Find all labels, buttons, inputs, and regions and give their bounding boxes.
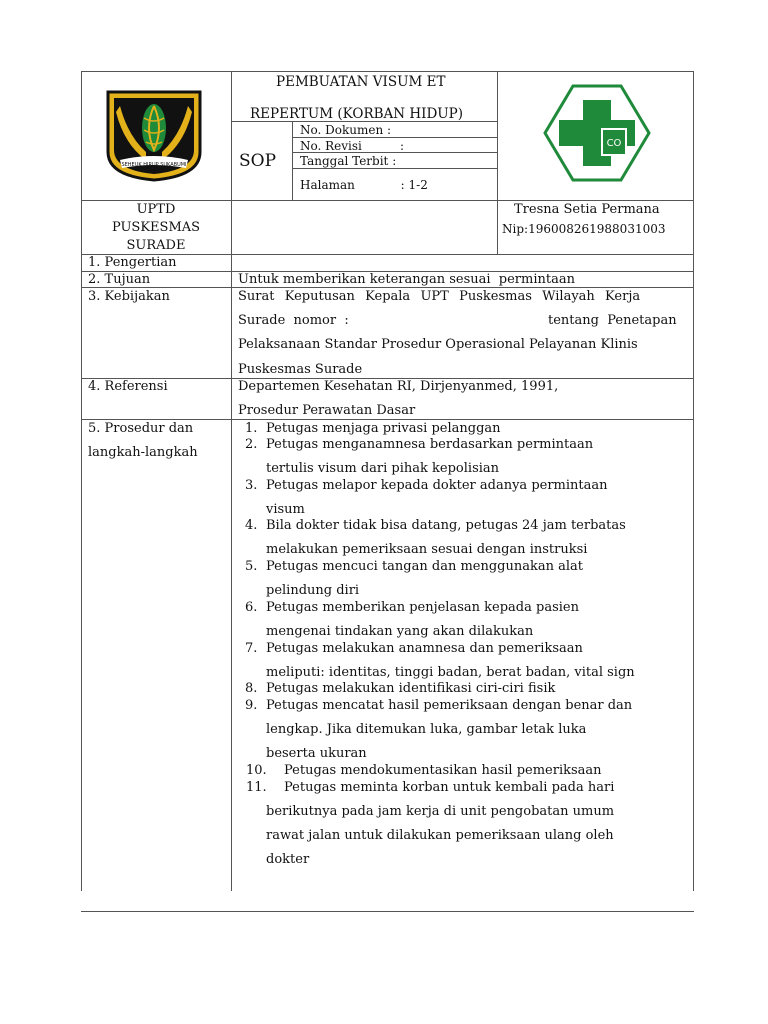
- procedure-step-text: Petugas meminta korban untuk kembali pada hari: [284, 780, 615, 795]
- procedure-step-text: Petugas mencatat hasil pemeriksaan dengan benar dan: [266, 698, 633, 713]
- procedure-step-text: Petugas melapor kepada dokter adanya permintaan: [266, 478, 608, 493]
- procedure-step-number: 1.: [245, 421, 258, 436]
- org-line-uptd: UPTD: [136, 202, 176, 217]
- procedure-step-text: meliputi: identitas, tinggi badan, berat badan, vital sign: [266, 665, 635, 680]
- procedure-step-text: pelindung diri: [266, 583, 360, 598]
- procedure-step-number: 7.: [245, 641, 258, 656]
- border-left: [81, 71, 82, 891]
- meta-page: Halaman : 1-2: [300, 178, 428, 192]
- row-line: [81, 419, 694, 420]
- org-line-puskesmas: PUSKESMAS: [111, 220, 201, 235]
- col-divider-right: [497, 71, 498, 254]
- procedure-step-number: 2.: [245, 437, 258, 452]
- procedure-step-number: 9.: [245, 698, 258, 713]
- procedure-step-text: Petugas menganamnesa berdasarkan permintaan: [266, 437, 594, 452]
- border-right: [693, 71, 694, 891]
- referensi-line: Departemen Kesehatan RI, Dirjenyanmed, 1991,: [238, 379, 559, 394]
- referensi-line: Prosedur Perawatan Dasar: [238, 403, 416, 418]
- procedure-step-number: 5.: [245, 559, 258, 574]
- doc-title-line1: PEMBUATAN VISUM ET: [276, 74, 446, 90]
- procedure-step-text: berikutnya pada jam kerja di unit pengobatan umum: [266, 804, 615, 819]
- procedure-step-text: tertulis visum dari pihak kepolisian: [266, 461, 500, 476]
- procedure-step-number: 6.: [245, 600, 258, 615]
- meta-revision: No. Revisi :: [300, 139, 405, 153]
- procedure-step-text: rawat jalan untuk dilakukan pemeriksaan ulang oleh: [266, 828, 614, 843]
- procedure-step-text: mengenai tindakan yang akan dilakukan: [266, 624, 534, 639]
- procedure-step-text: beserta ukuran: [266, 746, 367, 761]
- sop-label: SOP: [239, 151, 277, 171]
- procedure-step-text: Petugas mendokumentasikan hasil pemeriksaan: [284, 763, 602, 778]
- procedure-step-text: Bila dokter tidak bisa datang, petugas 24 jam terbatas: [266, 518, 626, 533]
- procedure-step-text: Petugas menjaga privasi pelanggan: [266, 421, 501, 436]
- procedure-step-text: visum: [266, 502, 305, 517]
- meta-doc-number: No. Dokumen :: [300, 123, 392, 137]
- section-label-kebijakan: 3. Kebijakan: [88, 289, 170, 304]
- page-bottom-line: [81, 911, 694, 912]
- procedure-step-text: Petugas melakukan anamnesa dan pemeriksaan: [266, 641, 583, 656]
- border-top: [81, 71, 694, 72]
- signer-nip: Nip:196008261988031003: [502, 222, 666, 236]
- sukabumi-crest-logo: [106, 90, 202, 182]
- procedure-step-number: 4.: [245, 518, 258, 533]
- section-label-tujuan: 2. Tujuan: [88, 272, 151, 287]
- kebijakan-line: Surat Keputusan Kepala UPT Puskesmas Wilayah Kerja: [238, 289, 641, 304]
- procedure-step-number: 8.: [245, 681, 258, 696]
- meta-divider: [292, 121, 293, 200]
- signer-name: Tresna Setia Permana: [514, 202, 660, 217]
- procedure-step-text: dokter: [266, 852, 310, 867]
- org-line-surade: SURADE: [126, 238, 186, 253]
- crest-motto: SEHEUK HIRUP SUKABUMI: [121, 162, 187, 168]
- section-label-referensi: 4. Referensi: [88, 379, 168, 394]
- procedure-step-text: melakukan pemeriksaan sesuai dengan instruksi: [266, 542, 588, 557]
- section-label-pengertian: 1. Pengertian: [88, 255, 177, 270]
- kebijakan-line: Pelaksanaan Standar Prosedur Operasional Pelayanan Klinis: [238, 337, 638, 352]
- kebijakan-line: Puskesmas Surade: [238, 362, 363, 377]
- doc-title-line2: REPERTUM (KORBAN HIDUP): [250, 106, 464, 122]
- kebijakan-line: tentang Penetapan: [548, 313, 677, 328]
- col-divider: [231, 71, 232, 891]
- procedure-step-number: 3.: [245, 478, 258, 493]
- procedure-step-number: 11.: [246, 780, 267, 795]
- puskesmas-logo-text: CO: [606, 138, 622, 149]
- meta-issue-date: Tanggal Terbit :: [300, 154, 397, 168]
- section-text-tujuan: Untuk memberikan keterangan sesuai permintaan: [238, 272, 575, 287]
- procedure-step-number: 10.: [246, 763, 267, 778]
- procedure-step-text: Petugas mencuci tangan dan menggunakan alat: [266, 559, 583, 574]
- procedure-step-text: lengkap. Jika ditemukan luka, gambar letak luka: [266, 722, 587, 737]
- procedure-step-text: Petugas memberikan penjelasan kepada pasien: [266, 600, 579, 615]
- header-bottom: [81, 200, 694, 201]
- section-label-prosedur: 5. Prosedur dan: [88, 421, 194, 436]
- section-label-prosedur-2: langkah-langkah: [88, 445, 198, 460]
- kebijakan-line: Surade nomor :: [238, 313, 349, 328]
- procedure-step-text: Petugas melakukan identifikasi ciri-ciri fisik: [266, 681, 556, 696]
- puskesmas-logo: [543, 84, 651, 182]
